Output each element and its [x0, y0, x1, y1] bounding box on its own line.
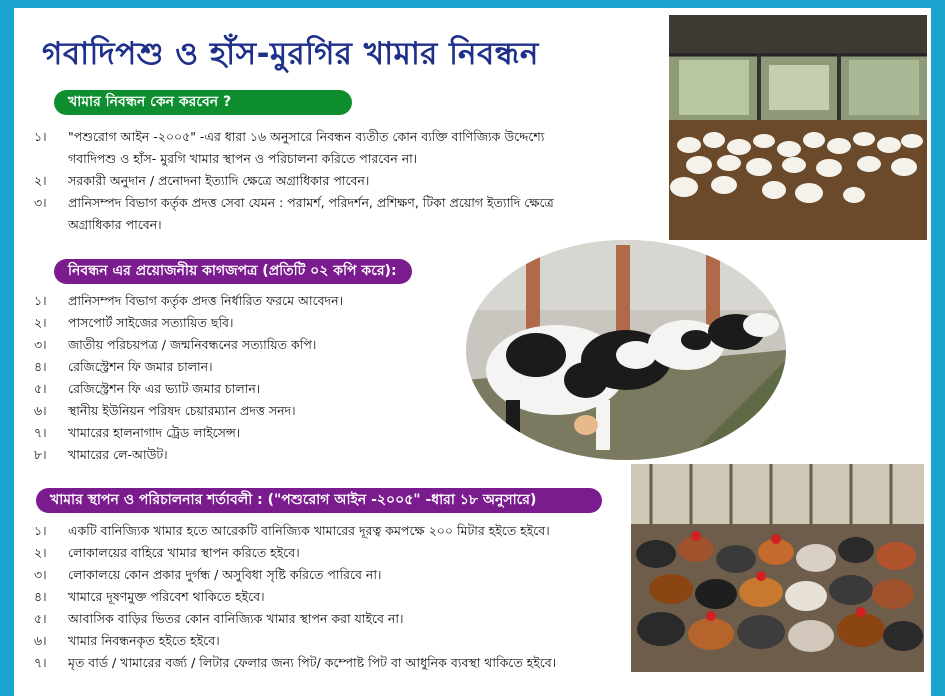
page-title: গবাদিপশু ও হাঁস-মুরগির খামার নিবন্ধন	[42, 36, 539, 72]
list-item	[34, 192, 674, 236]
item-text: পাসপোর্ট সাইজের সত্যায়িত ছবি।	[68, 315, 234, 330]
item-text: প্রানিসম্পদ বিভাগ কর্তৃক প্রদত্ত নির্ধারিত ফরমে আবেদন।	[68, 293, 344, 308]
item-number: ২।	[34, 545, 47, 560]
item-number: ৪।	[34, 589, 47, 604]
item-number: ৩।	[34, 195, 47, 210]
item-number: ১।	[34, 293, 47, 308]
item-text-line: গবাদিপশু ও হাঁস- মুরগি খামার স্থাপন ও পরিচালনা করিতে পারবেন না।	[68, 151, 418, 166]
list-item	[34, 608, 634, 630]
item-number: ৪।	[34, 359, 47, 374]
list-item	[34, 334, 474, 356]
item-number: ৭।	[34, 425, 47, 440]
list-item	[34, 378, 474, 400]
item-number: ৮।	[34, 447, 47, 462]
item-text: লোকালয়ে কোন প্রকার দুর্গন্ধ / অসুবিধা সৃষ্টি করিতে পারিবে না।	[68, 567, 382, 582]
item-text: রেজিস্ট্রেশন ফি এর ভ্যাট জমার চালান।	[68, 381, 261, 396]
item-text: খামার নিবন্ধনকৃত হইতে হইবে।	[68, 633, 220, 648]
item-number: ২।	[34, 173, 47, 188]
item-text: স্থানীয় ইউনিয়ন পরিষদ চেয়ারম্যান প্রদত্ত সনদ।	[68, 403, 296, 418]
list-item	[34, 290, 474, 312]
documents-list	[34, 290, 474, 466]
item-text: মৃত বার্ড / খামারের বর্জ্য / লিটার ফেলার জন্য পিট/ কম্পোষ্ট পিট বা আধুনিক ব্যবস্থা থাকিতে হইবে।	[68, 655, 557, 670]
item-number: ৬।	[34, 633, 47, 648]
dairy-cow-farm-photo	[466, 240, 786, 460]
list-item	[34, 586, 634, 608]
list-item	[34, 356, 474, 378]
item-number: ৫।	[34, 611, 47, 626]
item-text-line: প্রানিসম্পদ বিভাগ কর্তৃক প্রদত্ত সেবা যেমন : পরামর্শ, পরিদর্শন, প্রশিক্ষণ, টিকা প্রয়োগ ইত্যাদি ক্ষেত্রে	[68, 195, 554, 210]
item-text: একটি বানিজ্যিক খামার হতে আরেকটি বানিজ্যিক খামারের দূরত্ব কমপক্ষে ২০০ মিটার হইতে হইবে।	[68, 523, 550, 538]
item-text: রেজিস্ট্রেশন ফি জমার চালান।	[68, 359, 213, 374]
list-item	[34, 444, 474, 466]
item-text: খামারে দূষণমুক্ত পরিবেশ থাকিতে হইবে।	[68, 589, 265, 604]
duck-farm-photo	[669, 15, 927, 240]
section-heading-conditions: খামার স্থাপন ও পরিচালনার শর্তাবলী : ("পশুরোগ আইন -২০০৫" -ধারা ১৮ অনুসারে)	[36, 488, 602, 513]
list-item	[34, 400, 474, 422]
section-heading-why-register: খামার নিবন্ধন কেন করবেন ?	[54, 90, 352, 115]
list-item	[34, 652, 634, 674]
list-item	[34, 564, 634, 586]
list-item	[34, 630, 634, 652]
item-text-line: "পশুরোগ আইন -২০০৫" -এর ধারা ১৬ অনুসারে নিবন্ধন ব্যতীত কোন ব্যক্তি বাণিজ্যিক উদ্দেশ্যে	[68, 129, 545, 144]
why-register-list	[34, 126, 674, 236]
item-number: ৩।	[34, 567, 47, 582]
item-text-line: সরকারী অনুদান / প্রনোদনা ইত্যাদি ক্ষেত্রে অগ্রাধিকার পাবেন।	[68, 173, 370, 188]
list-item	[34, 520, 634, 542]
list-item	[34, 312, 474, 334]
item-number: ৬।	[34, 403, 47, 418]
item-text: জাতীয় পরিচয়পত্র / জন্মনিবন্ধনের সত্যায়িত কপি।	[68, 337, 317, 352]
list-item	[34, 542, 634, 564]
list-item	[34, 422, 474, 444]
item-text: লোকালয়ের বাহিরে খামার স্থাপন করিতে হইবে।	[68, 545, 300, 560]
item-text: খামারের লে-আউট।	[68, 447, 168, 462]
item-text: খামারের হালনাগাদ ট্রেড লাইসেন্স।	[68, 425, 241, 440]
item-text: আবাসিক বাড়ির ভিতর কোন বানিজ্যিক খামার স্থাপন করা যাইবে না।	[68, 611, 404, 626]
item-number: ২।	[34, 315, 47, 330]
item-number: ৭।	[34, 655, 47, 670]
item-number: ১।	[34, 523, 47, 538]
section-heading-documents: নিবন্ধন এর প্রয়োজনীয় কাগজপত্র (প্রতিটি ০২ কপি করে):	[54, 259, 412, 284]
list-item	[34, 126, 674, 170]
item-number: ৫।	[34, 381, 47, 396]
list-item	[34, 170, 674, 192]
notice-poster	[14, 8, 931, 696]
item-number: ১।	[34, 129, 47, 144]
conditions-list	[34, 520, 634, 674]
item-text-line: অগ্রাধিকার পাবেন।	[68, 217, 162, 232]
chicken-farm-photo	[631, 464, 924, 672]
item-number: ৩।	[34, 337, 47, 352]
